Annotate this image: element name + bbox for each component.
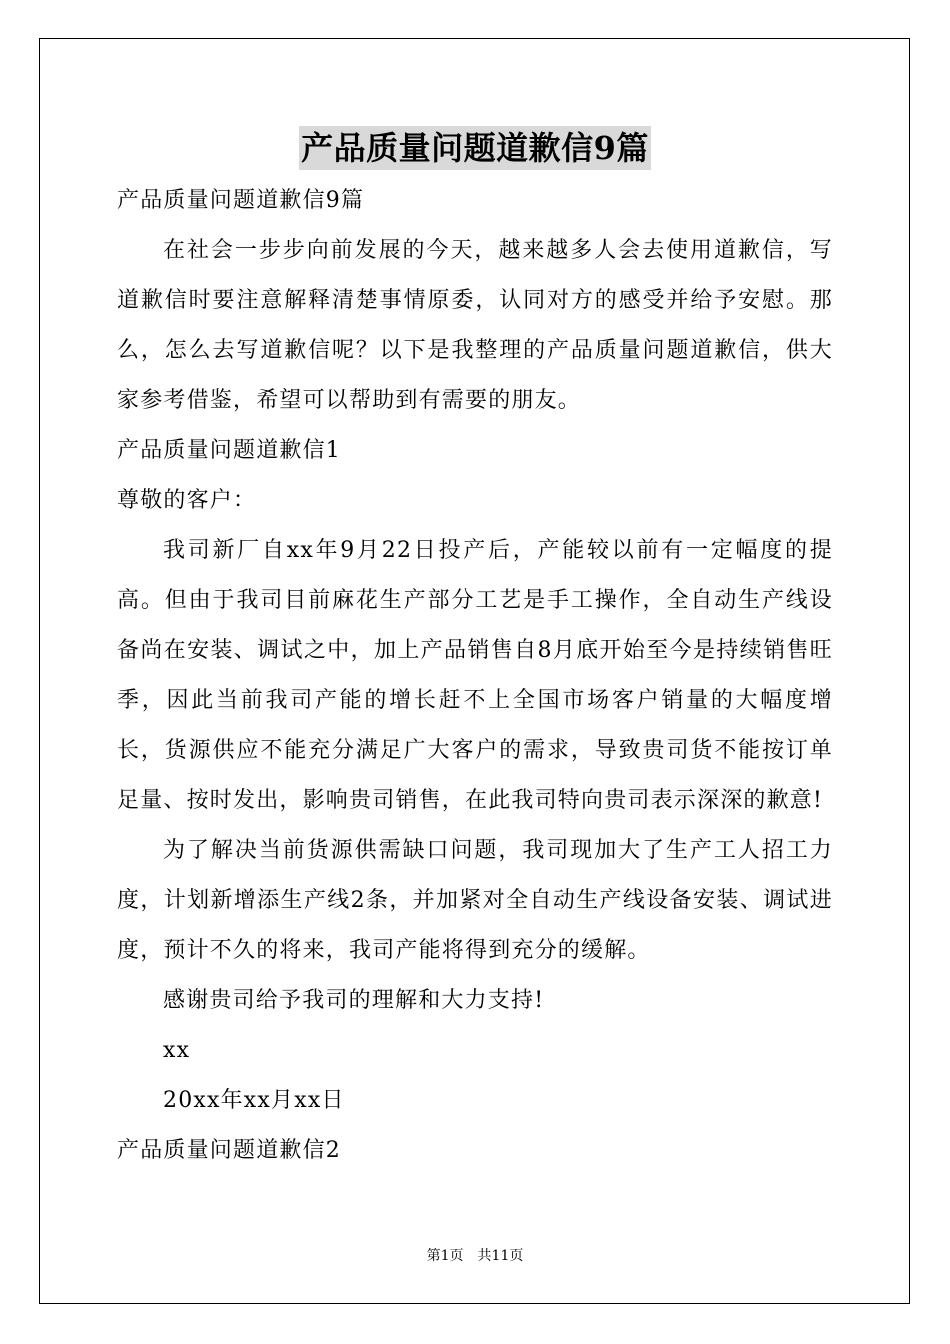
document-body (117, 176, 833, 1176)
document-subtitle: 产品质量问题道歉信9篇 (117, 188, 365, 213)
letter1-paragraph-3: 感谢贵司给予我司的理解和大力支持! (163, 988, 545, 1013)
letter2-heading: 产品质量问题道歉信2 (117, 1138, 341, 1163)
letter1-signature: xx (163, 1038, 191, 1063)
letter1-salutation: 尊敬的客户： (117, 488, 257, 513)
document-title: 产品质量问题道歉信9篇 (299, 126, 651, 170)
letter1-paragraph-1: 我司新厂自xx年9月22日投产后，产能较以前有一定幅度的提高。但由于我司目前麻花生产部分工艺是手工操作，全自动生产线设备尚在安装、调试之中，加上产品销售自8月底开始至今是持续销售旺季，因此当前我司产能的增长赶不上全国市场客户销量的大幅度增长，货源供应不能充分满足广大客户的需求，导致贵司货不能按订单足量、按时发出，影响贵司销售，在此我司特向贵司表示深深的歉意! (117, 538, 833, 813)
letter1-heading: 产品质量问题道歉信1 (117, 438, 341, 463)
letter1-date: 20xx年xx月xx日 (163, 1088, 345, 1113)
page-footer (0, 1246, 950, 1266)
letter1-paragraph-2: 为了解决当前货源供需缺口问题，我司现加大了生产工人招工力度，计划新增添生产线2条，并加紧对全自动生产线设备安装、调试进度，预计不久的将来，我司产能将得到充分的缓解。 (117, 838, 833, 963)
title-container (0, 126, 950, 170)
page-number: 第1页 共11页 (426, 1248, 524, 1264)
intro-paragraph: 在社会一步步向前发展的今天，越来越多人会去使用道歉信，写道歉信时要注意解释清楚事情原委，认同对方的感受并给予安慰。那么，怎么去写道歉信呢？以下是我整理的产品质量问题道歉信，供大家参考借鉴，希望可以帮助到有需要的朋友。 (117, 238, 833, 413)
